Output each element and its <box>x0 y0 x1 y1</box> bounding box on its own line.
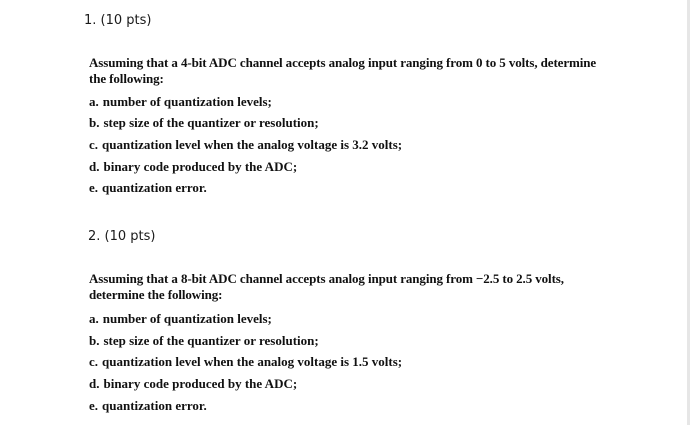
item-letter: c. <box>89 354 99 369</box>
question-1-item-d <box>89 159 297 175</box>
question-2-item-e <box>89 398 207 414</box>
item-text: quantization error. <box>102 398 207 413</box>
item-letter: d. <box>89 159 100 174</box>
question-1-intro: Assuming that a 4-bit ADC channel accepts analog input ranging from 0 to 5 volts, determine the following: <box>89 55 597 86</box>
item-text: quantization level when the analog voltage is 1.5 volts; <box>102 354 403 369</box>
item-text: step size of the quantizer or resolution; <box>103 115 319 130</box>
question-1-item-a <box>89 94 272 110</box>
item-text: quantization error. <box>102 180 207 195</box>
item-letter: c. <box>89 137 99 152</box>
item-text: binary code produced by the ADC; <box>103 159 298 174</box>
question-2-heading: 2. (10 pts) <box>88 229 156 244</box>
item-text: number of quantization levels; <box>102 311 272 326</box>
question-1-item-b <box>89 115 319 131</box>
item-letter: b. <box>89 115 100 130</box>
item-text: step size of the quantizer or resolution; <box>103 333 319 348</box>
item-text: number of quantization levels; <box>102 94 272 109</box>
item-letter: d. <box>89 376 100 391</box>
question-2-item-d <box>89 376 297 392</box>
question-1-item-c <box>89 137 402 153</box>
question-2-item-b <box>89 333 319 349</box>
question-2-item-c <box>89 354 402 370</box>
item-text: binary code produced by the ADC; <box>103 376 298 391</box>
item-letter: b. <box>89 333 100 348</box>
item-letter: e. <box>89 180 99 195</box>
item-letter: e. <box>89 398 99 413</box>
item-letter: a. <box>89 94 99 109</box>
question-2-intro: Assuming that a 8-bit ADC channel accepts analog input ranging from −2.5 to 2.5 volts, determine the following: <box>89 271 564 302</box>
item-letter: a. <box>89 311 99 326</box>
question-1-heading: 1. (10 pts) <box>84 13 152 28</box>
question-2-item-a <box>89 311 272 327</box>
question-1-item-e <box>89 180 207 196</box>
item-text: quantization level when the analog voltage is 3.2 volts; <box>102 137 403 152</box>
